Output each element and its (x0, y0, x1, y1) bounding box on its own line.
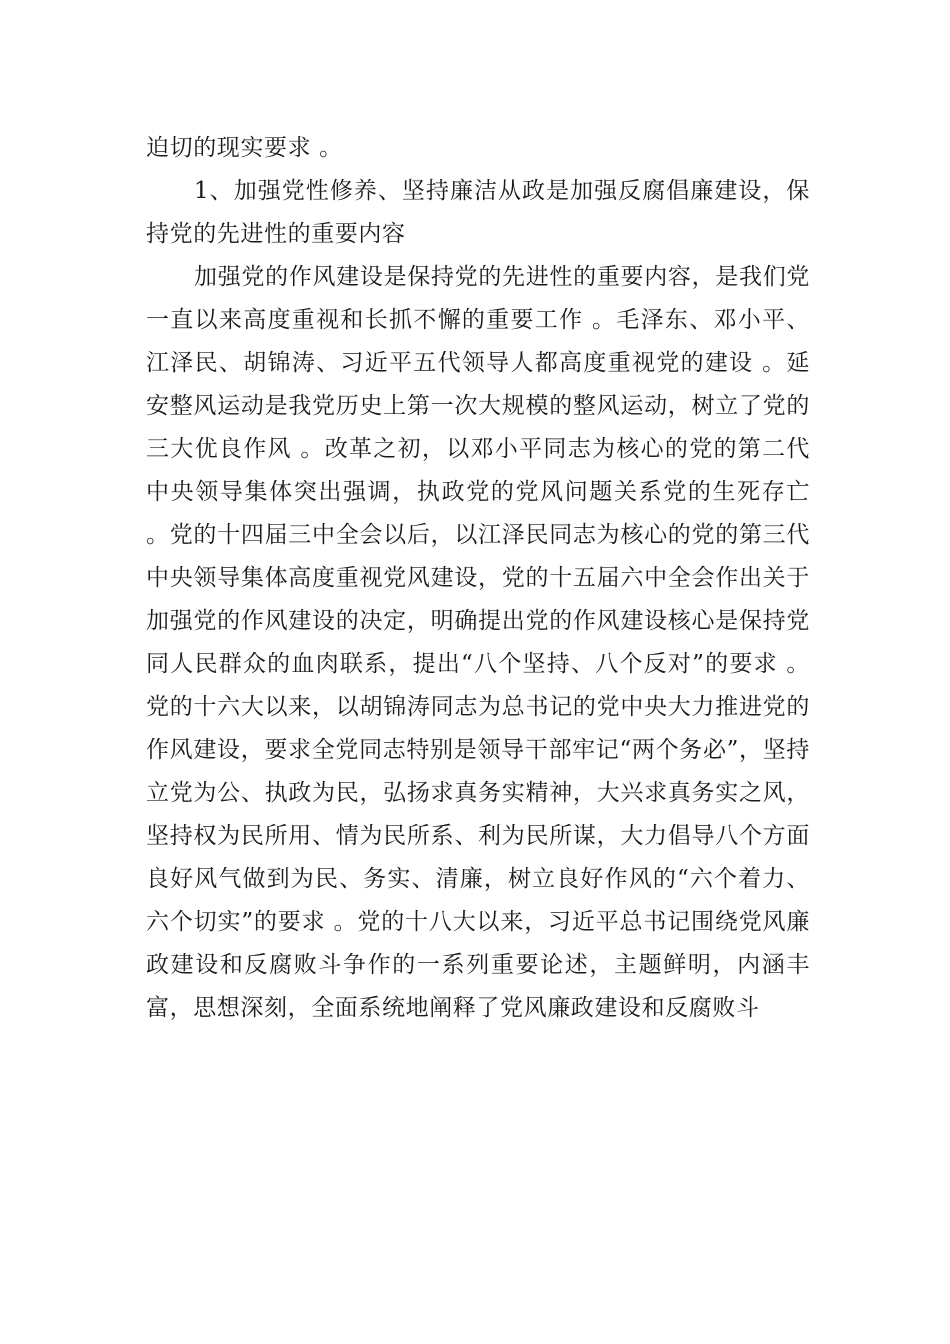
paragraph-continuation: 迫切的现实要求 。 (146, 135, 343, 161)
section-heading: 1、加强党性修养、坚持廉洁从政是加强反腐倡廉建设，保持党的先进性的重要内容 (146, 178, 810, 247)
document-page (146, 127, 810, 1030)
paragraph-body: 加强党的作风建设是保持党的先进性的重要内容，是我们党一直以来高度重视和长抓不懈的重要工作 。毛泽东、邓小平、江泽民、胡锦涛、习近平五代领导人都高度重视党的建设 。延安整风运动是我党历史上第一次大规模的整风运动，树立了党的三大优良作风 。改革之初，以邓小平同志为核心的党的第二代中央领导集体突出强调，执政党的党风问题关系党的生死存亡 。党的十四届三中全会以后，以江泽民同志为核心的党的第三代中央领导集体高度重视党风建设，党的十五届六中全会作出关于加强党的作风建设的决定，明确提出党的作风建设核心是保持党同人民群众的血肉联系，提出“八个坚持、八个反对”的要求 。党的十六大以来，以胡锦涛同志为总书记的党中央大力推进党的作风建设，要求全党同志特别是领导干部牢记“两个务必”，坚持立党为公、执政为民，弘扬求真务实精神，大兴求真务实之风，坚持权为民所用、情为民所系、利为民所谋，大力倡导八个方面良好风气做到为民、务实、清廉，树立良好作风的“六个着力、六个切实”的要求 。党的十八大以来，习近平总书记围绕党风廉政建设和反腐败斗争作的一系列重要论述，主题鲜明，内涵丰富，思想深刻，全面系统地阐释了党风廉政建设和反腐败斗 (146, 264, 810, 1021)
